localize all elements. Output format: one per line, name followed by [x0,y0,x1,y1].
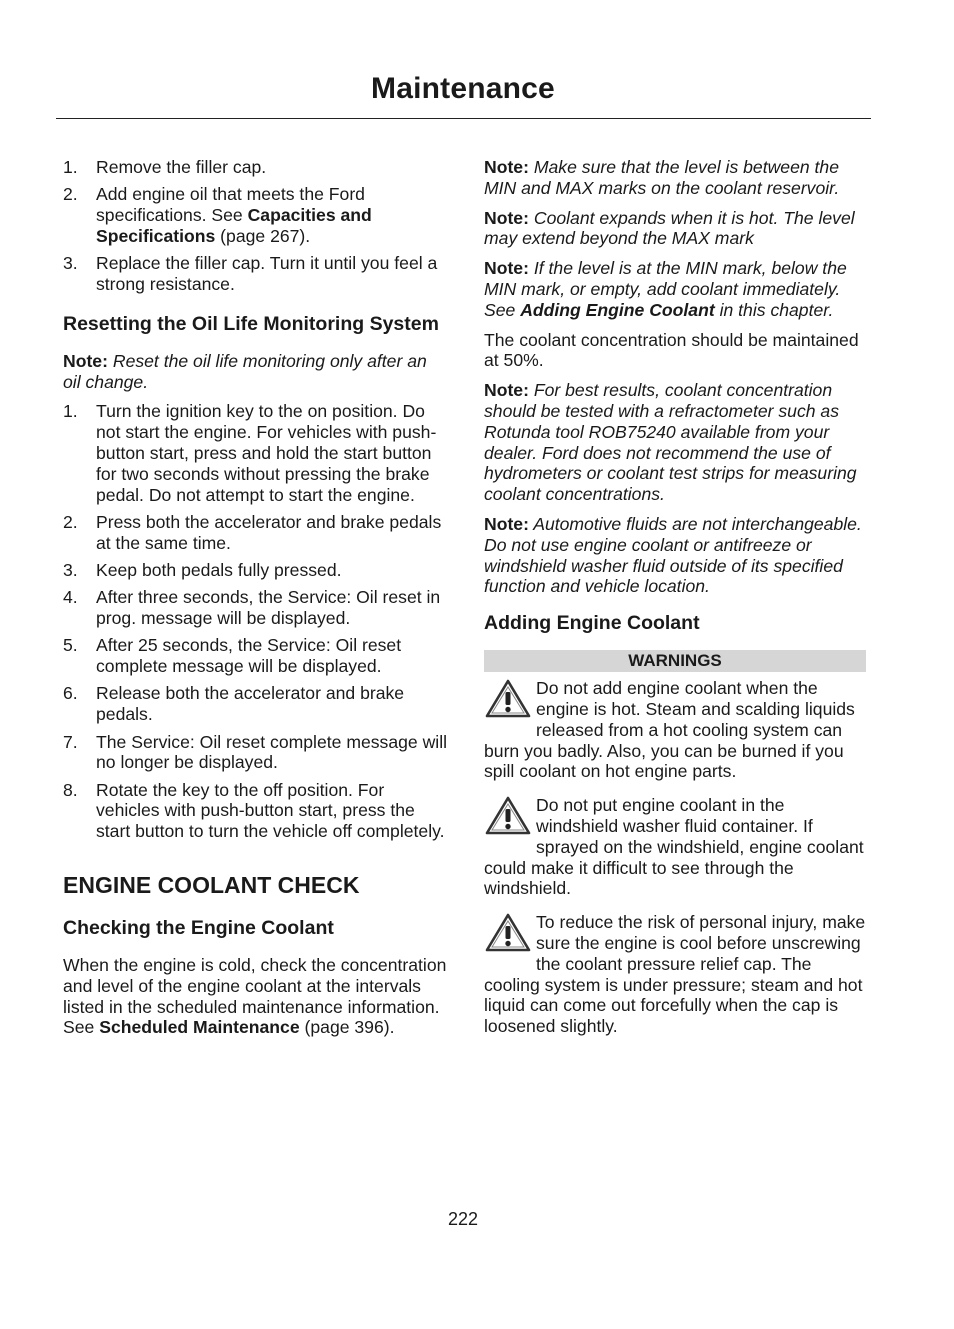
list-item [63,512,448,554]
step-text: After three seconds, the Service: Oil reset in prog. message will be displayed. [96,587,441,629]
note-text: in this chapter. [714,299,834,320]
list-item [63,560,448,581]
check-paragraph [63,955,448,1038]
step-text: Remove the filler cap. [96,157,267,177]
step-text: Replace the filler cap. Turn it until you feel a strong resistance. [96,253,438,294]
page-title: Maintenance [371,72,555,105]
capacities-link[interactable]: Capacities and Specifications [96,205,372,246]
note-fluids [484,514,866,597]
step-number: 2. [63,511,78,532]
warning-item [484,678,866,782]
note-label: Note: [484,380,529,401]
note-text: If the level is at the MIN mark, below the MIN mark, or empty, add coolant immediately. See [484,258,847,320]
step-text: After 25 seconds, the Service: Oil reset complete message will be displayed. [96,635,402,677]
step-number: 6. [63,683,78,704]
note-min-mark [484,258,866,320]
step-text: Add engine oil that meets the Ford specifications. See [96,184,365,226]
list-item [63,683,448,725]
list-item [63,780,448,842]
list-item [63,401,448,505]
warning-triangle-icon [484,678,532,720]
page-number: 222 [447,1209,479,1229]
list-item [63,184,448,246]
step-number: 2. [63,184,78,205]
note-label: Note: [484,513,529,534]
warning-item [484,795,866,899]
warnings-header: WARNINGS [484,650,866,672]
note-label: Note: [484,157,529,177]
note-label: Note: [484,258,529,279]
note-label: Note: [63,350,108,371]
filler-steps-list [63,157,448,295]
step-text: The Service: Oil reset complete message will no longer be displayed. [96,731,448,773]
step-number: 3. [63,559,78,580]
step-text: Turn the ignition key to the on position. Do not start the engine. For vehicles with push-button start, press and hold the start button for two seconds without pressing the brake pedal. Do not attempt to start the engine. [96,401,437,505]
note-text: Automotive fluids are not interchangeable. Do not use engine coolant or antifreeze or windshield washer fluid outside of its specified function and vehicle location. [484,513,862,597]
step-number: 5. [63,635,78,656]
step-number: 8. [63,779,78,800]
list-item [63,732,448,774]
step-text: Keep both pedals fully pressed. [96,559,342,580]
warning-item [484,912,866,1037]
note-expands [484,208,866,250]
concentration-paragraph: The coolant concentration should be maintained at 50%. [484,329,859,371]
check-heading: Checking the Engine Coolant [63,917,334,940]
note-label: Note: [484,207,529,228]
list-item [63,253,448,295]
note-text: For best results, coolant concentration should be tested with a refractometer such as Rotunda tool ROB75240 available from your dealer. Ford does not recommend the use of hydrometers or coolant test strips for measuring coolant concentrations. [484,380,857,505]
step-number: 4. [63,587,78,608]
step-number: 1. [63,401,78,422]
adding-coolant-link[interactable]: Adding Engine Coolant [520,299,715,320]
list-item [63,587,448,629]
step-text: Rotate the key to the off position. For vehicles with push-button start, press the start button to turn the vehicle off completely. [96,779,445,842]
left-column [63,157,448,1047]
section-heading: ENGINE COOLANT CHECK [63,872,360,899]
step-text: Release both the accelerator and brake pedals. [96,683,405,725]
scheduled-maintenance-link[interactable]: Scheduled Maintenance [99,1017,300,1038]
warning-text: Do not put engine coolant in the windshield washer fluid container. If sprayed on the windshield, engine coolant could make it difficult to see through the windshield. [484,795,864,899]
note-min-max [484,157,866,199]
step-number: 3. [63,253,78,274]
right-column [484,157,866,1050]
warning-triangle-icon [484,795,532,837]
reset-heading: Resetting the Oil Life Monitoring System [63,312,439,335]
check-text: When the engine is cold, check the concentration and level of the engine coolant at the intervals listed in the scheduled maintenance information. See [63,955,447,1038]
note-text: Reset the oil life monitoring only after an oil change. [63,350,427,392]
reset-note [63,351,448,393]
step-number: 7. [63,731,78,752]
reset-steps-list [63,401,448,842]
title-divider [56,118,871,119]
step-text: Press both the accelerator and brake pedals at the same time. [96,511,442,553]
page-ref: (page 396). [299,1017,395,1038]
list-item [63,157,448,178]
warning-text: To reduce the risk of personal injury, make sure the engine is cool before unscrewing the coolant pressure relief cap. The cooling system is under pressure; steam and hot liquid can come out forcefully when the cap is loosened slightly. [484,912,866,1037]
warning-triangle-icon [484,912,532,954]
adding-heading: Adding Engine Coolant [484,612,700,635]
list-item [63,635,448,677]
note-text: Coolant expands when it is hot. The level may extend beyond the MAX mark [484,207,855,249]
page-ref: (page 267). [215,225,311,246]
note-refractometer [484,380,866,505]
note-text: Make sure that the level is between the MIN and MAX marks on the coolant reservoir. [484,157,840,198]
step-number: 1. [63,157,78,177]
warning-text: Do not add engine coolant when the engine is hot. Steam and scalding liquids released from a hot cooling system can burn you badly. Also, you can be burned if you spill coolant on hot engine parts. [484,678,855,782]
